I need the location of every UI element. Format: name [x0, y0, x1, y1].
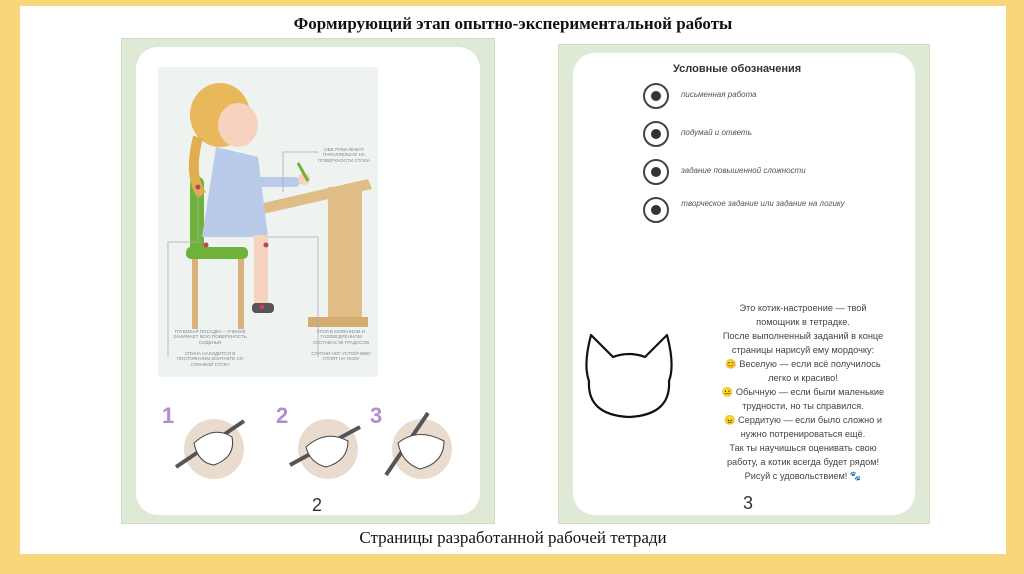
note-knee-angle: УГОЛ В КОЛЕННОМ И ТАЗОБЕДРЕННОМ СУСТАВАХ 90 ГРАДУСОВ — [312, 329, 370, 345]
mood-cat-instructions — [693, 301, 913, 483]
pencil-grip-step-2 — [276, 403, 366, 485]
slide-caption: Страницы разработанной рабочей тетради — [359, 528, 667, 547]
instruction-line: помощник в тетрадке. — [756, 317, 850, 327]
pencil-grip-step-3 — [370, 403, 460, 485]
hand-pencil-image — [370, 403, 460, 485]
note-feet: СТУПНИ НОГ УСТОЙЧИВО СТОЯТ НА ПОЛУ — [311, 351, 371, 362]
instruction-line: Рисуй с удовольствием! 🐾 — [744, 471, 862, 481]
instruction-line: работу, а котик всегда будет рядом! — [726, 457, 880, 467]
note-deep-seat: ГЛУБОКАЯ ПОСАДКА – УЧЕНИК ЗАНИМАЕТ ВСЮ ПОВЕРХНОСТЬ СИДЕНЬЯ — [173, 329, 247, 345]
page-3-sheet — [573, 53, 915, 515]
slide-title: Формирующий этап опытно-экспериментальной работы — [293, 14, 733, 33]
page-2-sheet — [136, 47, 480, 515]
note-arms: ОБЕ РУКИ ЛЕЖАТ ПАРАЛЛЕЛЬНО НА ПОВЕРХНОСТИ СТОЛА — [318, 147, 370, 163]
cat-paw-icon — [643, 83, 669, 109]
instruction-line: нужно потренироваться ещё. — [740, 429, 866, 439]
step-number: 3 — [370, 403, 383, 428]
pencil-grip-step-1 — [162, 403, 252, 485]
legend-label: письменная работа — [681, 90, 757, 99]
instruction-line: 😠 Сердитую — если было сложно и — [723, 415, 883, 425]
cat-think-icon — [643, 121, 669, 147]
cat-glasses-icon — [643, 159, 669, 185]
instruction-line: Это котик-настроение — твой — [739, 303, 867, 313]
instruction-line: страницы нарисуй ему мордочку: — [731, 345, 875, 355]
note-back: СПИНА НАХОДИТСЯ В ПОСТОЯННОМ КОНТАКТЕ СО СПИНКОЙ СТУЛА — [176, 351, 244, 367]
step-number: 2 — [276, 403, 289, 428]
posture-illustration — [158, 67, 378, 377]
cat-creative-icon — [643, 197, 669, 223]
slide — [20, 6, 1006, 554]
hand-pencil-image — [162, 403, 252, 485]
cat-face-outline-icon — [579, 325, 679, 425]
instruction-line: 😐 Обычную — если были маленькие — [721, 387, 885, 397]
instruction-line: легко и красиво! — [768, 373, 838, 383]
page-number: 2 — [312, 495, 323, 515]
workbook-page-2 — [121, 38, 495, 524]
hand-pencil-image — [276, 403, 366, 485]
legend-label: творческое задание или задание на логику — [681, 199, 845, 208]
legend-label: подумай и ответь — [681, 128, 752, 137]
instruction-line: После выполненный заданий в конце — [722, 331, 884, 341]
legend-title: Условные обозначения — [673, 63, 802, 75]
instruction-line: 😊 Веселую — если всё получилось — [725, 359, 881, 369]
legend-label: задание повышенной сложности — [681, 166, 806, 175]
instruction-line: трудности, но ты справился. — [742, 401, 864, 411]
page-number: 3 — [743, 493, 754, 513]
workbook-page-3 — [558, 44, 930, 524]
instruction-line: Так ты научишься оценивать свою — [729, 443, 877, 453]
step-number: 1 — [162, 403, 175, 428]
